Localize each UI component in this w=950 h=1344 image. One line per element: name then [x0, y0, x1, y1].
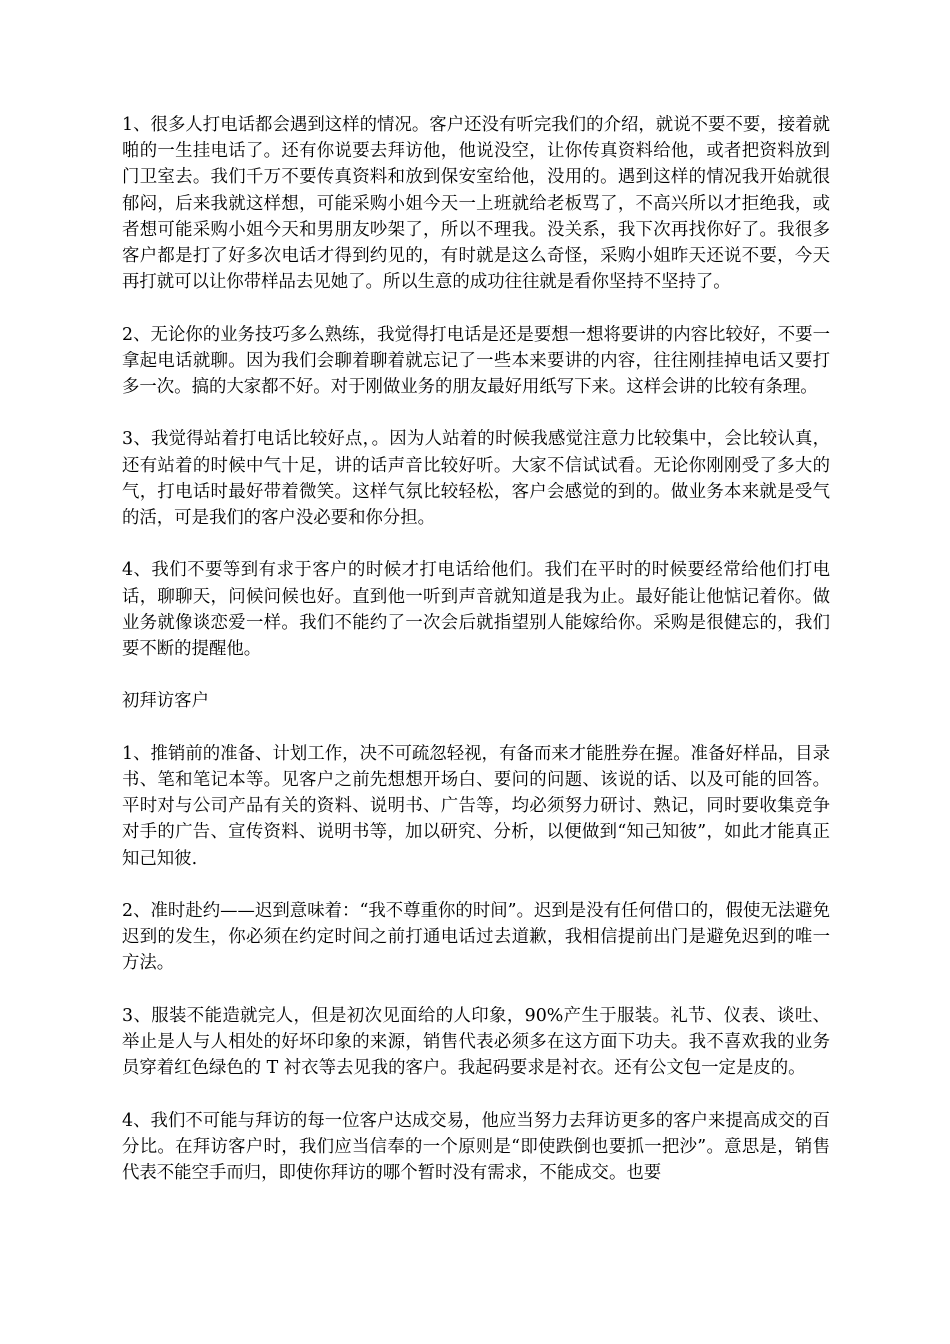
paragraph-phone-3: 3、我觉得站着打电话比较好点，。因为人站着的时候我感觉注意力比较集中，会比较认真，还有站着的时候中气十足，讲的话声音比较好听。大家不信试试看。无论你刚刚受了多大的气，打电话时最好带着微笑。这样气氛比较轻松，客户会感觉的到的。做业务本来就是受气的活，可是我们的客户没必要和你分担。 [122, 429, 830, 529]
document-page [122, 112, 830, 1212]
paragraph-phone-1: 1、很多人打电话都会遇到这样的情况。客户还没有听完我们的介绍，就说不要不要，接着就啪的一生挂电话了。还有你说要去拜访他，他说没空，让你传真资料给他，或者把资料放到门卫室去。我们千万不要传真资料和放到保安室给他，没用的。遇到这样的情况我开始就很郁闷，后来我就这样想，可能采购小姐今天一上班就给老板骂了，不高兴所以才拒绝我，或者想可能采购小姐今天和男朋友吵架了，所以不理我。没关系，我下次再找你好了。我很多客户都是打了好多次电话才得到约见的，有时就是这么奇怪，采购小姐昨天还说不要，今天再打就可以让你带样品去见她了。所以生意的成功往往就是看你坚持不坚持了。 [122, 115, 830, 293]
paragraph-visit-1: 1、推销前的准备、计划工作，决不可疏忽轻视，有备而来才能胜券在握。准备好样品，目录书、笔和笔记本等。见客户之前先想想开场白、要问的问题、该说的话、以及可能的回答。平时对与公司产品有关的资料、说明书、广告等，均必须努力研讨、熟记，同时要收集竞争对手的广告、宣传资料、说明书等，加以研究、分析，以便做到“知己知彼”，如此才能真正知己知彼. [122, 743, 830, 869]
paragraph-phone-2: 2、无论你的业务技巧多么熟练，我觉得打电话是还是要想一想将要讲的内容比较好，不要一拿起电话就聊。因为我们会聊着聊着就忘记了一些本来要讲的内容，往往刚挂掉电话又要打多一次。搞的大家都不好。对于刚做业务的朋友最好用纸写下来。这样会讲的比较有条理。 [122, 324, 830, 398]
paragraph-visit-2: 2、准时赴约——迟到意味着：“我不尊重你的时间”。迟到是没有任何借口的，假使无法避免迟到的发生，你必须在约定时间之前打通电话过去道歉，我相信提前出门是避免迟到的唯一方法。 [122, 901, 830, 974]
paragraph-visit-3: 3、服装不能造就完人，但是初次见面给的人印象，90%产生于服装。礼节、仪表、谈吐、举止是人与人相处的好坏印象的来源，销售代表必须多在这方面下功夫。我不喜欢我的业务员穿着红色绿色的 T 衬衣等去见我的客户。我起码要求是衬衣。还有公文包一定是皮的。 [122, 1005, 830, 1079]
paragraph-phone-4: 4、我们不要等到有求于客户的时候才打电话给他们。我们在平时的时候要经常给他们打电话，聊聊天，问候问候也好。直到他一听到声音就知道是我为止。最好能让他惦记着你。做业务就像谈恋爱一样。我们不能约了一次会后就指望别人能嫁给你。采购是很健忘的，我们要不断的提醒他。 [122, 560, 830, 660]
section-heading: 初拜访客户 [122, 691, 209, 712]
paragraph-visit-4: 4、我们不可能与拜访的每一位客户达成交易，他应当努力去拜访更多的客户来提高成交的百分比。在拜访客户时，我们应当信奉的一个原则是“即使跌倒也要抓一把沙”。意思是，销售代表不能空手而归，即使你拜访的哪个暂时没有需求，不能成交。也要 [122, 1110, 830, 1183]
